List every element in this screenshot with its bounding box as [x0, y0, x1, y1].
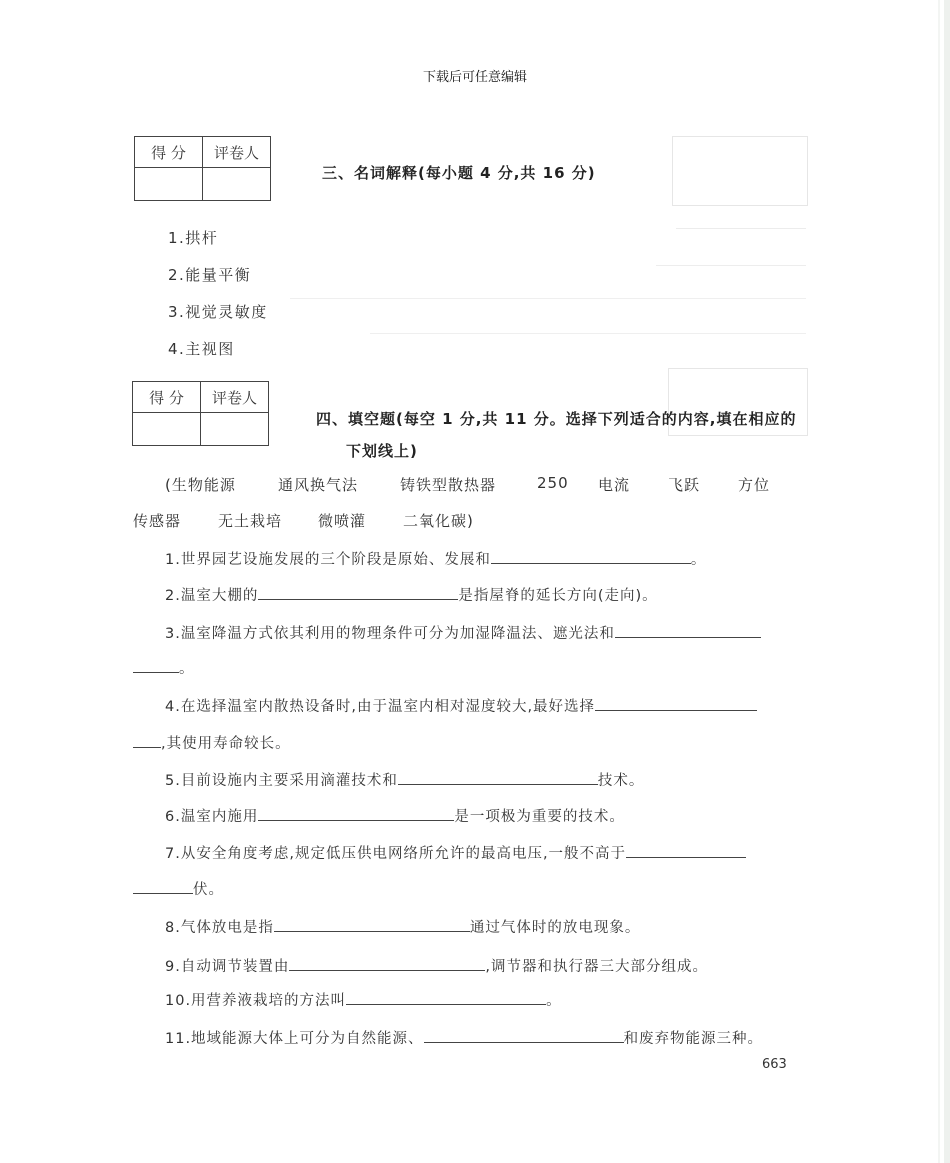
answer-blank: [258, 806, 454, 821]
word-bank-option: 传感器: [133, 512, 182, 530]
page-edge: [944, 0, 950, 1163]
question-4: [165, 695, 757, 716]
question-7-cont: [133, 878, 224, 899]
grader-label: 评卷人: [201, 382, 269, 413]
answer-blank: [491, 549, 691, 564]
score-box: [132, 381, 269, 446]
answer-blank: [424, 1028, 624, 1043]
question-text: 7.从安全角度考虑,规定低压供电网络所允许的最高电压,一般不高于: [165, 846, 627, 862]
question-text: 8.气体放电是指: [165, 920, 274, 936]
word-bank-option: 通风换气法: [278, 476, 359, 494]
score-label: 得 分: [135, 137, 203, 168]
question-text: 伏。: [193, 882, 224, 898]
answer-blank: [274, 917, 470, 932]
question-3-cont: [133, 657, 195, 678]
word-bank-option: 飞跃: [668, 476, 701, 494]
question-5: [165, 769, 644, 790]
word-bank-option: 无土栽培: [218, 512, 283, 530]
question-text: 是一项极为重要的技术。: [454, 809, 625, 825]
bleed-through-line: [290, 298, 806, 299]
bleed-through-line: [656, 265, 806, 266]
bleed-through-box: [672, 136, 808, 206]
score-cell: [133, 413, 201, 446]
grader-cell: [201, 413, 269, 446]
page-number: 663: [762, 1057, 787, 1072]
question-text: 5.目前设施内主要采用滴灌技术和: [165, 773, 398, 789]
question-2: [165, 584, 658, 605]
word-bank-option: 250: [537, 474, 569, 492]
question-text: 2.温室大棚的: [165, 588, 259, 604]
section3-title: 三、名词解释(每小题 4 分,共 16 分): [322, 164, 596, 182]
term-item: 1.拱杆: [168, 229, 219, 247]
term-item: 3.视觉灵敏度: [168, 303, 268, 321]
question-7: [165, 842, 746, 863]
answer-blank: [133, 733, 161, 748]
word-bank-option: 铸铁型散热器: [400, 476, 497, 494]
question-10: [165, 989, 562, 1010]
question-text: 10.用营养液栽培的方法叫: [165, 993, 347, 1009]
question-9: [165, 955, 708, 976]
grader-cell: [203, 168, 271, 201]
question-text: 是指屋脊的延长方向(走向)。: [458, 588, 658, 604]
score-box: [134, 136, 271, 201]
question-text: 1.世界园艺设施发展的三个阶段是原始、发展和: [165, 552, 491, 568]
question-3: [165, 622, 761, 643]
answer-blank: [258, 585, 458, 600]
question-text: 3.温室降温方式依其利用的物理条件可分为加湿降温法、遮光法和: [165, 626, 615, 642]
section4-title: 四、填空题(每空 1 分,共 11 分。选择下列适合的内容,填在相应的: [316, 410, 797, 428]
word-bank-option: 方位: [738, 476, 771, 494]
question-text: 和废弃物能源三种。: [623, 1031, 764, 1047]
answer-blank: [133, 658, 179, 673]
question-text: ,其使用寿命较长。: [161, 736, 291, 752]
page-edge-shadow: [938, 0, 940, 1163]
question-text: 4.在选择温室内散热设备时,由于温室内相对湿度较大,最好选择: [165, 699, 596, 715]
score-cell: [135, 168, 203, 201]
grader-label: 评卷人: [203, 137, 271, 168]
answer-blank: [133, 879, 193, 894]
question-text: 。: [179, 661, 195, 677]
word-bank-option: 微喷灌: [318, 512, 367, 530]
question-8: [165, 916, 640, 937]
bleed-through-line: [370, 333, 806, 334]
answer-blank: [289, 956, 485, 971]
section4-title-cont: 下划线上): [346, 442, 418, 460]
question-11: [165, 1027, 763, 1048]
answer-blank: [398, 770, 598, 785]
score-label: 得 分: [133, 382, 201, 413]
term-item: 2.能量平衡: [168, 266, 252, 284]
answer-blank: [626, 843, 746, 858]
question-text: 技术。: [597, 773, 645, 789]
question-4-cont: [133, 732, 291, 753]
question-1: [165, 548, 706, 569]
question-text: 9.自动调节装置由: [165, 959, 290, 975]
question-6: [165, 805, 625, 826]
term-item: 4.主视图: [168, 340, 235, 358]
answer-blank: [595, 696, 757, 711]
question-text: 。: [546, 993, 562, 1009]
question-text: 6.温室内施用: [165, 809, 259, 825]
page-header-note: 下载后可任意编辑: [422, 70, 527, 85]
word-bank-option: (生物能源: [165, 476, 236, 494]
answer-blank: [615, 623, 761, 638]
answer-blank: [346, 990, 546, 1005]
bleed-through-line: [676, 228, 806, 229]
question-text: 通过气体时的放电现象。: [469, 920, 641, 936]
question-text: 。: [690, 552, 707, 568]
word-bank-option: 电流: [598, 476, 631, 494]
word-bank-option: 二氧化碳): [403, 512, 474, 530]
question-text: ,调节器和执行器三大部分组成。: [485, 959, 708, 975]
question-text: 11.地域能源大体上可分为自然能源、: [165, 1031, 424, 1047]
